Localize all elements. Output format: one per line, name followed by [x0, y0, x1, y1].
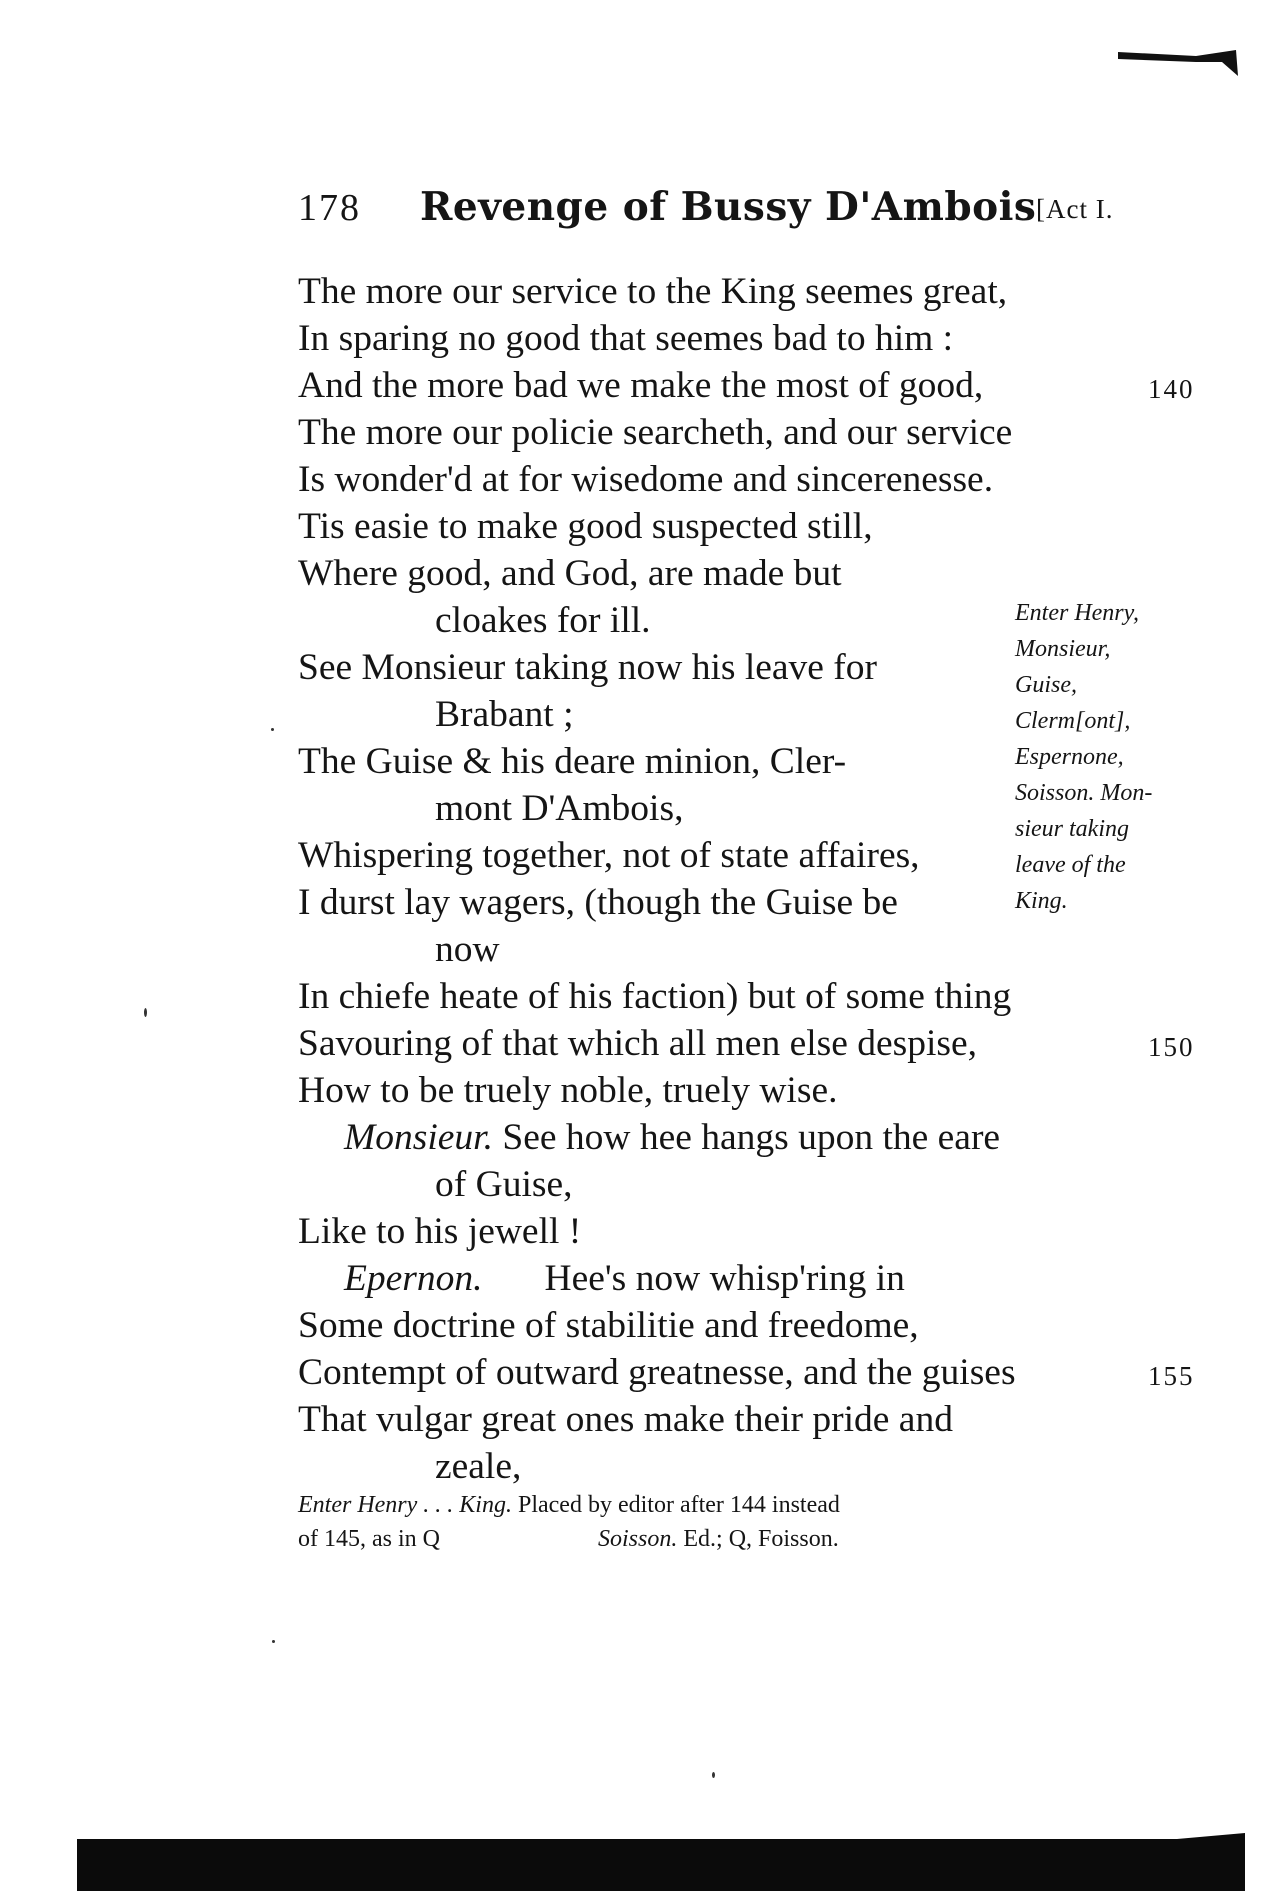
- verse-line: [298, 1067, 1178, 1114]
- line-number: 155: [1148, 1361, 1195, 1391]
- verse-text: mont D'Ambois,: [435, 788, 684, 829]
- verse-text: now: [435, 929, 500, 970]
- verse-line: [298, 1114, 1178, 1161]
- verse-line: [298, 1208, 1178, 1255]
- verse-line: [298, 1443, 1178, 1490]
- verse-text: Contempt of outward greatnesse, and the guises: [298, 1352, 1016, 1393]
- verse-text: Is wonder'd at for wisedome and sincerenesse.: [298, 459, 994, 500]
- verse-text: Some doctrine of stabilitie and freedome,: [298, 1305, 919, 1346]
- verse-text: of Guise,: [435, 1164, 573, 1205]
- verse-text: The more our policie searcheth, and our service: [298, 412, 1013, 453]
- verse-line: [298, 456, 1178, 503]
- verse-line: [298, 1396, 1178, 1443]
- verse-text: Whispering together, not of state affaires,: [298, 835, 920, 876]
- print-speck: [712, 1772, 715, 1778]
- footnote-note: Placed by editor after 144 instead: [517, 1492, 840, 1518]
- footnote-line: [298, 1522, 1158, 1556]
- line-number: 140: [1148, 374, 1195, 404]
- act-label: [Act I.: [1036, 194, 1114, 224]
- bottom-scan-shadow: [77, 1839, 1245, 1891]
- footnote: [298, 1488, 1158, 1556]
- stage-direction-line: King.: [1015, 888, 1068, 914]
- footnote-lemma: Soisson.: [598, 1526, 678, 1552]
- footnote-note: Ed.; Q, Foisson.: [683, 1526, 839, 1552]
- print-speck: [144, 1008, 147, 1017]
- footnote-line: [298, 1488, 1158, 1522]
- verse-text: I durst lay wagers, (though the Guise be: [298, 882, 898, 923]
- stage-direction-line: sieur taking: [1015, 816, 1129, 842]
- print-speck: [271, 728, 274, 731]
- verse-line: [298, 926, 1178, 973]
- page-number: 178: [298, 187, 361, 229]
- verse-text: Savouring of that which all men else despise,: [298, 1023, 978, 1064]
- stage-direction-line: Guise,: [1015, 672, 1077, 698]
- verse-text: Hee's now whisp'ring in: [544, 1258, 905, 1299]
- verse-line: [298, 362, 1195, 409]
- stage-direction: [1015, 595, 1215, 919]
- print-speck: [272, 1640, 275, 1643]
- verse-text: The more our service to the King seemes great,: [298, 271, 1008, 312]
- line-number: 150: [1148, 1032, 1195, 1062]
- running-title: Revenge of Bussy D'Ambois: [420, 184, 1037, 230]
- verse-text: The Guise & his deare minion, Cler-: [298, 741, 847, 782]
- page-edge-mark: [1118, 50, 1238, 78]
- verse-text: zeale,: [435, 1446, 522, 1487]
- stage-direction-line: Clerm[ont],: [1015, 708, 1131, 734]
- verse-line: [298, 1349, 1195, 1396]
- verse-line: [298, 268, 1178, 315]
- verse-text: In sparing no good that seemes bad to him :: [298, 318, 954, 359]
- verse-text: How to be truely noble, truely wise.: [298, 1070, 838, 1111]
- footnote-text: of 145, as in Q: [298, 1526, 440, 1552]
- verse-text: See Monsieur taking now his leave for: [298, 647, 878, 688]
- speaker-name: Monsieur.: [344, 1117, 493, 1158]
- stage-direction-line: Monsieur,: [1015, 636, 1111, 662]
- speaker-name: Epernon.: [344, 1258, 483, 1299]
- verse-line: [298, 1020, 1195, 1067]
- verse-text: And the more bad we make the most of good,: [298, 365, 984, 406]
- verse-line: [298, 1302, 1178, 1349]
- verse-line: [298, 550, 1178, 597]
- verse-text: cloakes for ill.: [435, 600, 651, 641]
- stage-direction-line: Enter Henry,: [1015, 600, 1139, 626]
- verse-text: Brabant ;: [435, 694, 574, 735]
- verse-text: In chiefe heate of his faction) but of some thing: [298, 976, 1012, 1017]
- verse-text: Tis easie to make good suspected still,: [298, 506, 873, 547]
- verse-line: [298, 973, 1178, 1020]
- stage-direction-line: Soisson. Mon-: [1015, 780, 1153, 806]
- verse-text: See how hee hangs upon the eare: [502, 1117, 1001, 1158]
- verse-line: [298, 503, 1178, 550]
- verse-line: [298, 315, 1178, 362]
- running-header: [298, 186, 1198, 246]
- verse-line: [298, 1255, 1178, 1302]
- stage-direction-line: Espernone,: [1015, 744, 1124, 770]
- verse-text: Where good, and God, are made but: [298, 553, 842, 594]
- verse-line: [298, 409, 1178, 456]
- verse-text: That vulgar great ones make their pride and: [298, 1399, 953, 1440]
- verse-line: [298, 1161, 1178, 1208]
- footnote-lemma: Enter Henry . . . King.: [298, 1492, 512, 1518]
- verse-text: Like to his jewell !: [298, 1211, 582, 1252]
- stage-direction-line: leave of the: [1015, 852, 1126, 878]
